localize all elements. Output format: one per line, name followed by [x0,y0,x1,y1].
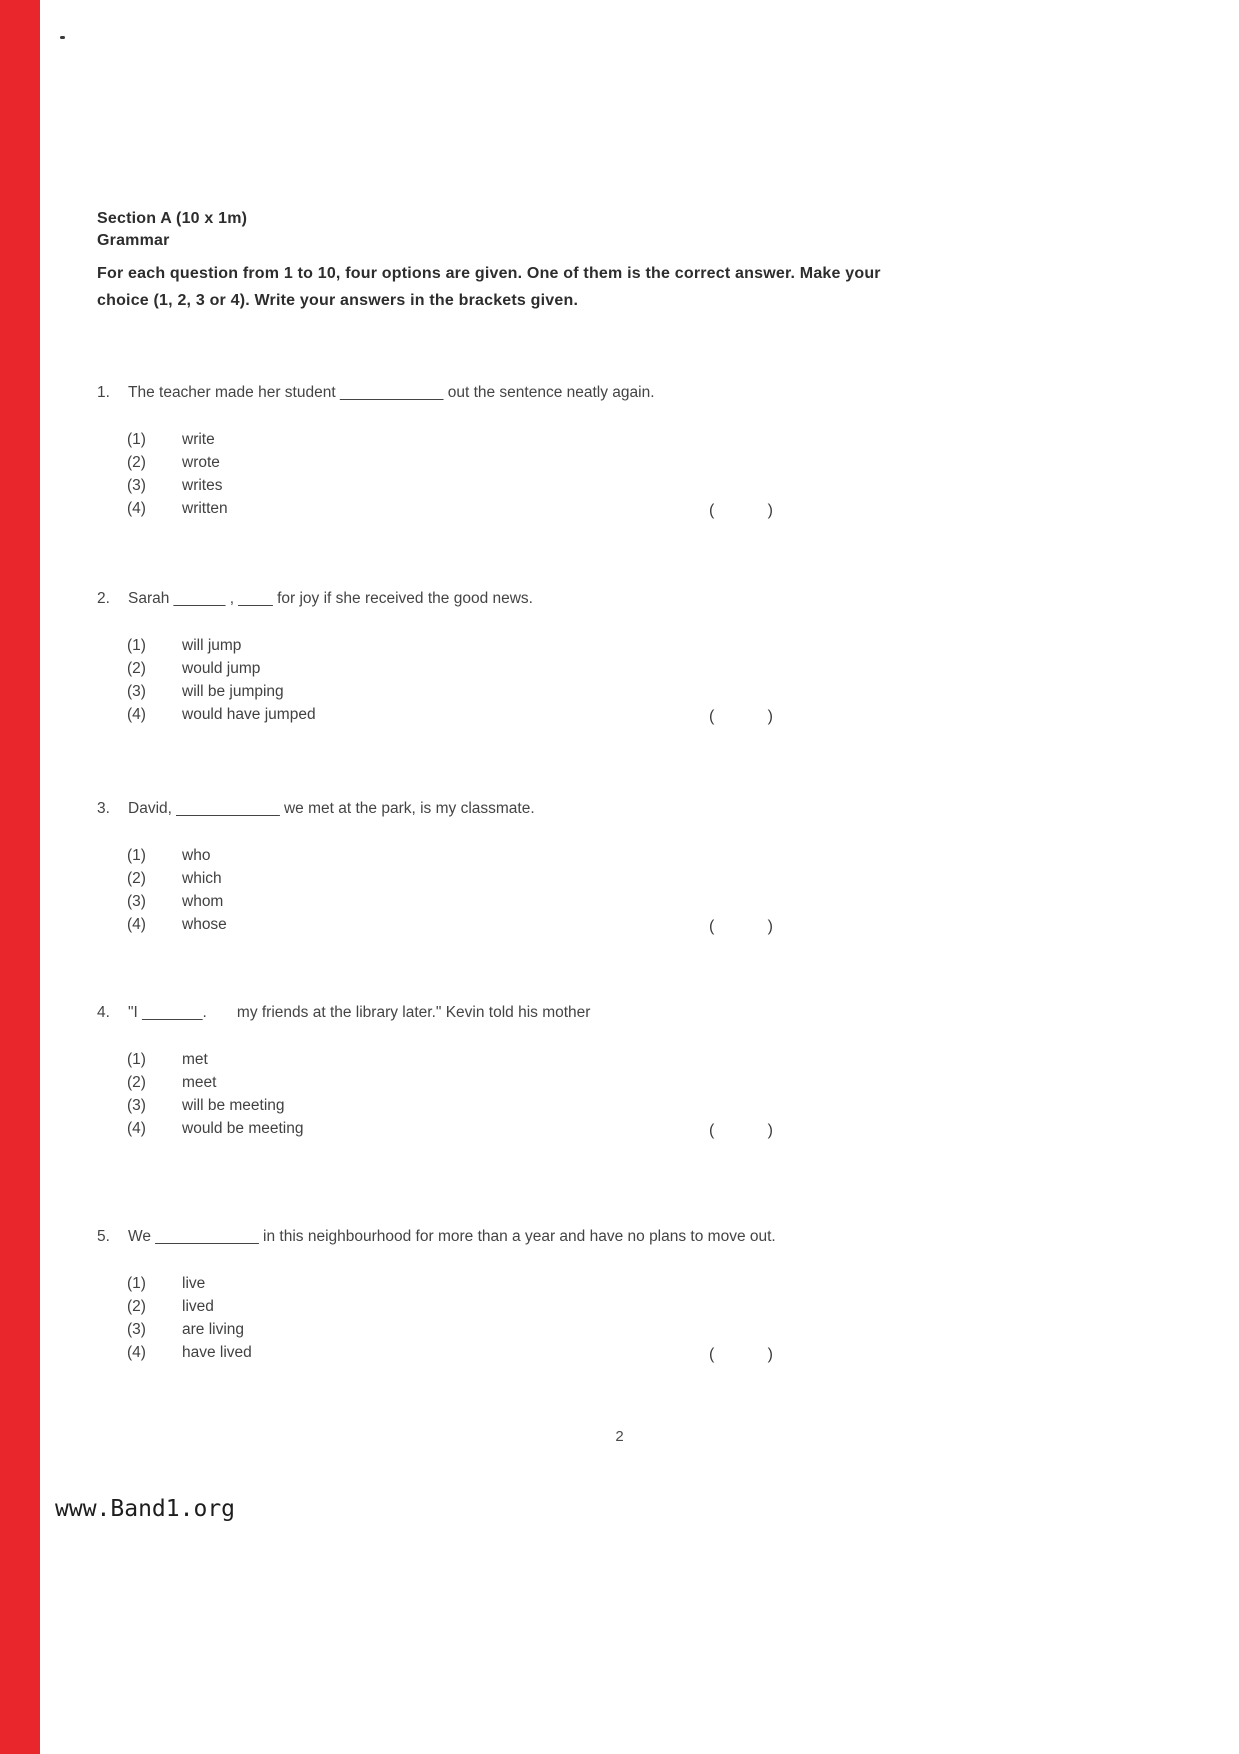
question-number: 5. [97,1228,110,1245]
question-number: 2. [97,590,110,607]
bracket-open-paren: ( [709,708,715,725]
option-row [127,1117,907,1140]
instructions-text: For each question from 1 to 10, four options are given. One of them is the correct answer. Make your choice (1, 2, 3 or 4). Write your answers in the brackets given. [97,265,881,309]
watermark-text: www.Band1.org [55,1496,236,1522]
option-label: meet [182,1074,217,1091]
option-number: (1) [127,1275,146,1292]
option-number: (2) [127,660,146,677]
option-label: writes [182,477,223,494]
red-stripe [0,0,40,1754]
option-number: (3) [127,1321,146,1338]
option-number: (2) [127,1298,146,1315]
option-row [127,634,907,657]
options-list [127,844,907,936]
option-label: lived [182,1298,214,1315]
option-label: have lived [182,1344,252,1361]
bracket-open-paren: ( [709,1346,715,1363]
bracket-close-paren: ) [767,1346,773,1363]
option-label: are living [182,1321,245,1338]
question-1 [97,382,907,520]
option-label: write [182,431,215,448]
option-number: (4) [127,500,146,517]
answer-bracket [709,918,773,936]
bracket-open-paren: ( [709,918,715,935]
option-number: (3) [127,683,146,700]
option-row [127,1094,907,1117]
question-3 [97,798,907,936]
bracket-open-paren: ( [709,502,715,519]
option-row [127,474,907,497]
option-row [127,703,907,726]
options-list [127,634,907,726]
option-label: which [182,870,222,887]
option-number: (4) [127,1344,146,1361]
scan-artifact-mark [60,36,65,39]
option-row [127,1295,907,1318]
question-5 [97,1226,907,1364]
question-text: Sarah ______ , ____ for joy if she received the good news. [128,590,533,607]
option-number: (1) [127,431,146,448]
option-number: (1) [127,847,146,864]
option-number: (2) [127,870,146,887]
option-label: wrote [182,454,220,471]
option-row [127,1272,907,1295]
option-number: (4) [127,916,146,933]
option-row [127,1071,907,1094]
answer-bracket [709,1346,773,1364]
option-row [127,913,907,936]
bracket-close-paren: ) [767,708,773,725]
question-text: The teacher made her student ____________ out the sentence neatly again. [128,384,655,401]
bracket-close-paren: ) [767,1122,773,1139]
option-number: (3) [127,893,146,910]
option-number: (4) [127,1120,146,1137]
bracket-close-paren: ) [767,502,773,519]
answer-bracket [709,502,773,520]
options-list [127,428,907,520]
question-number: 4. [97,1004,110,1021]
question-number: 3. [97,800,110,817]
options-list [127,1272,907,1364]
option-row [127,657,907,680]
option-row [127,1048,907,1071]
option-label: who [182,847,211,864]
option-row [127,844,907,867]
option-number: (3) [127,477,146,494]
option-row [127,451,907,474]
option-label: will jump [182,637,242,654]
option-row [127,867,907,890]
bracket-open-paren: ( [709,1122,715,1139]
option-number: (4) [127,706,146,723]
question-number: 1. [97,384,110,401]
option-number: (1) [127,637,146,654]
option-label: written [182,500,228,517]
option-label: live [182,1275,206,1292]
option-row [127,890,907,913]
question-2 [97,588,907,726]
option-label: will be jumping [182,683,284,700]
scanned-test-page [97,208,907,1364]
option-row [127,428,907,451]
option-row [127,497,907,520]
bracket-close-paren: ) [767,918,773,935]
answer-bracket [709,1122,773,1140]
section-subtitle: Grammar [97,232,170,249]
option-row [127,1341,907,1364]
answer-bracket [709,708,773,726]
option-number: (2) [127,454,146,471]
section-title: Section A (10 x 1m) [97,210,248,227]
option-label: whose [182,916,227,933]
option-label: would be meeting [182,1120,304,1137]
option-label: will be meeting [182,1097,285,1114]
option-number: (3) [127,1097,146,1114]
option-number: (1) [127,1051,146,1068]
option-row [127,1318,907,1341]
option-row [127,680,907,703]
page-number: 2 [615,1428,624,1445]
option-label: would have jumped [182,706,316,723]
question-4 [97,1002,907,1140]
option-number: (2) [127,1074,146,1091]
question-text: David, ____________ we met at the park, is my classmate. [128,800,535,817]
option-label: met [182,1051,208,1068]
option-label: whom [182,893,224,910]
options-list [127,1048,907,1140]
question-text: We ____________ in this neighbourhood for more than a year and have no plans to move out. [128,1228,776,1245]
option-label: would jump [182,660,261,677]
question-text: "I _______. my friends at the library later." Kevin told his mother [128,1004,591,1021]
